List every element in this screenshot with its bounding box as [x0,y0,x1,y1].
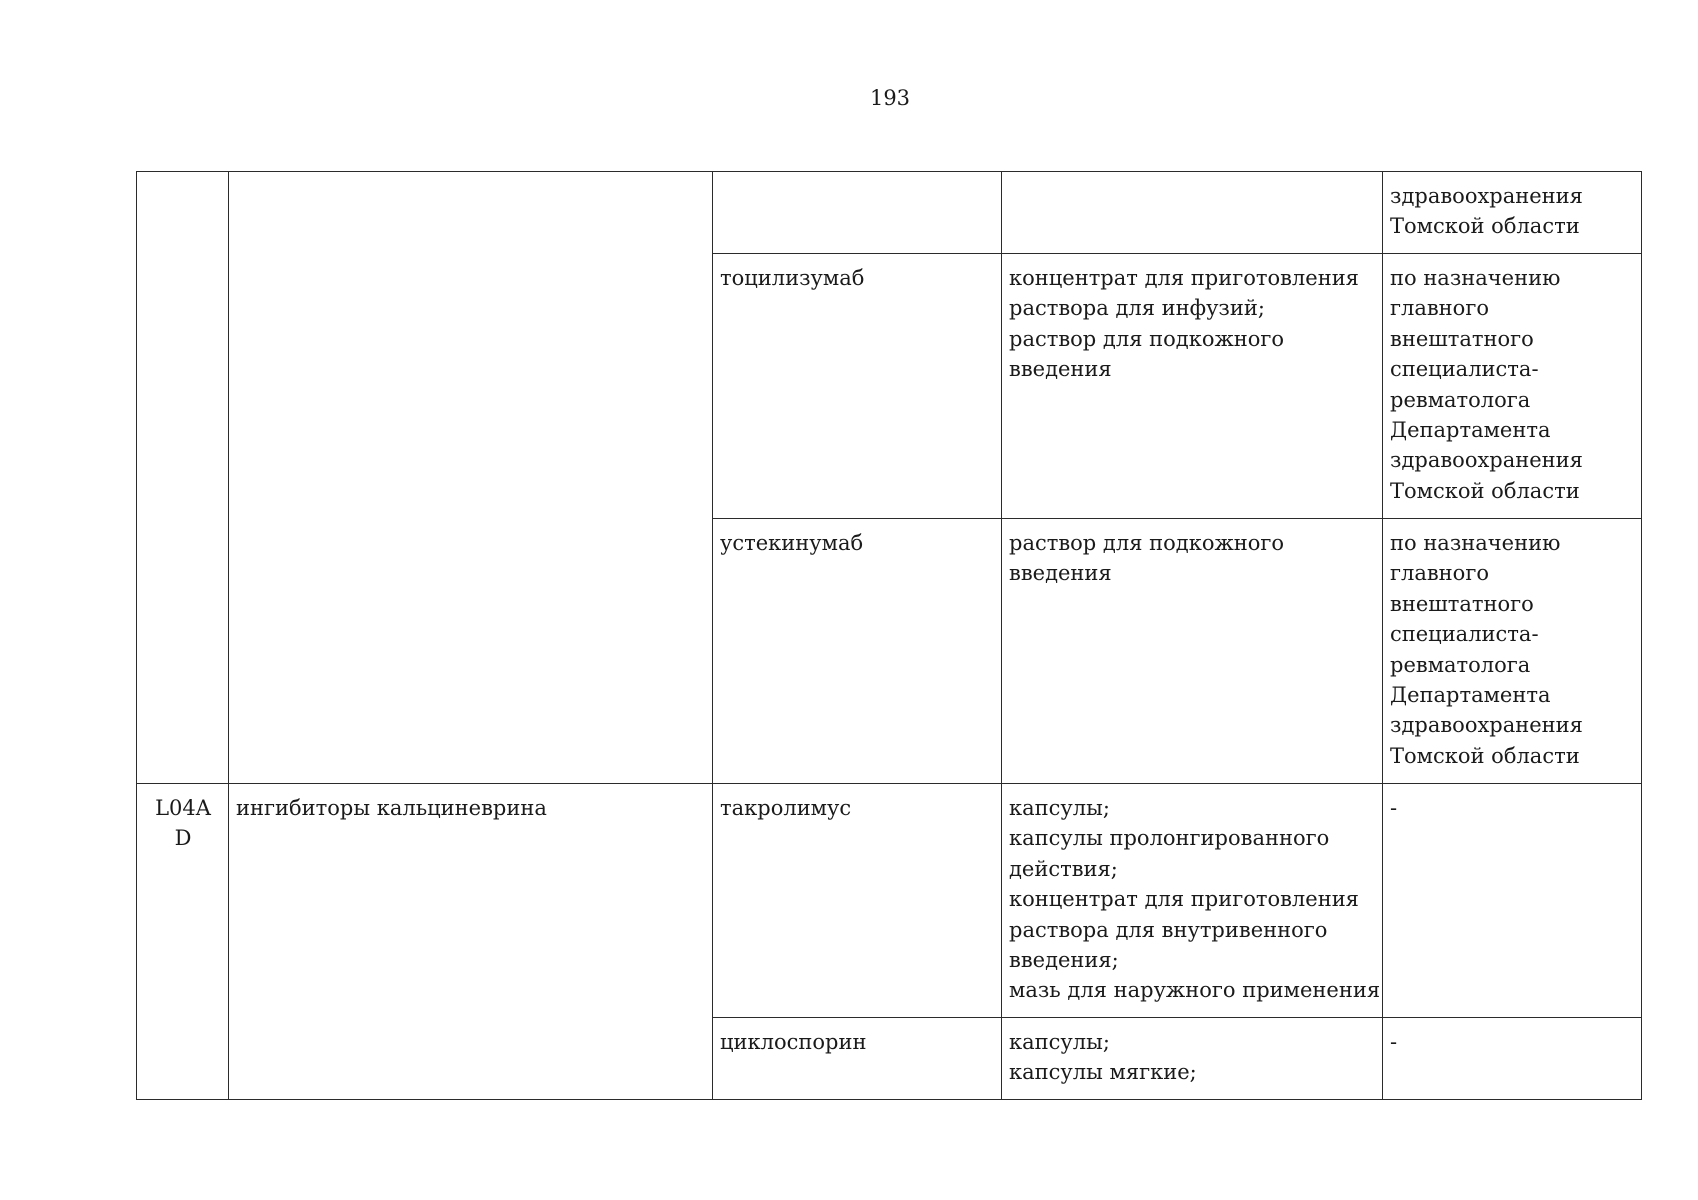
atc-code: L04A [155,796,211,820]
note-line: специалиста- [1390,622,1539,647]
group-cell [229,784,713,1100]
note-line: - [1390,1030,1398,1054]
group-cell [229,172,713,784]
forms-cell [1002,254,1383,519]
form-line: раствора для инфузий; [1009,296,1265,321]
atc-code-cell [137,172,229,784]
form-line: раствора для внутривенного [1009,917,1328,942]
note-cell [1383,172,1642,254]
note-line: здравоохранения [1390,184,1583,208]
note-line: - [1390,796,1398,820]
note-line: специалиста- [1390,357,1539,382]
drug-cell [713,1018,1002,1100]
note-line: внештатного [1390,591,1534,616]
forms-cell [1002,784,1383,1018]
note-line: главного [1390,296,1489,321]
note-line: главного [1390,561,1489,586]
note-line: Томской области [1390,743,1580,768]
note-line: Департамента [1390,418,1551,443]
form-line: капсулы; [1009,796,1110,820]
drug-name: циклоспорин [720,1030,867,1054]
forms-cell [1002,1018,1383,1100]
note-line: внештатного [1390,326,1534,351]
note-line: по назначению [1390,266,1561,290]
forms-cell [1002,172,1383,254]
form-line: раствор для подкожного [1009,326,1285,351]
note-line: здравоохранения [1390,448,1583,473]
drug-name: тоцилизумаб [720,266,865,290]
group-name: ингибиторы кальциневрина [236,796,547,820]
form-line: введения [1009,357,1112,382]
drug-name: устекинумаб [720,531,864,555]
form-line: действия; [1009,856,1118,881]
form-line: капсулы; [1009,1030,1110,1054]
note-line: Томской области [1390,214,1580,239]
note-line: Департамента [1390,683,1551,708]
note-line: Томской области [1390,478,1580,503]
drug-table [136,171,1642,1100]
note-cell [1383,254,1642,519]
table-row [137,784,1642,1018]
form-line: концентрат для приготовления [1009,266,1359,290]
drug-cell [713,172,1002,254]
note-cell [1383,519,1642,784]
note-cell [1383,784,1642,1018]
form-line: раствор для подкожного [1009,531,1285,555]
note-line: ревматолога [1390,387,1531,412]
form-line: введения [1009,561,1112,586]
atc-code: D [174,826,192,851]
drug-name: такролимус [720,796,852,820]
drug-cell [713,254,1002,519]
note-cell [1383,1018,1642,1100]
note-line: здравоохранения [1390,713,1583,738]
form-line: введения; [1009,948,1119,973]
forms-cell [1002,519,1383,784]
note-line: по назначению [1390,531,1561,555]
table-row [137,172,1642,254]
form-line: концентрат для приготовления [1009,887,1359,912]
form-line: капсулы мягкие; [1009,1060,1197,1085]
note-line: ревматолога [1390,652,1531,677]
form-line: капсулы пролонгированного [1009,826,1330,851]
drug-cell [713,784,1002,1018]
page-number: 193 [869,86,911,110]
atc-code-cell [137,784,229,1100]
form-line: мазь для наружного применения [1009,978,1381,1003]
drug-cell [713,519,1002,784]
